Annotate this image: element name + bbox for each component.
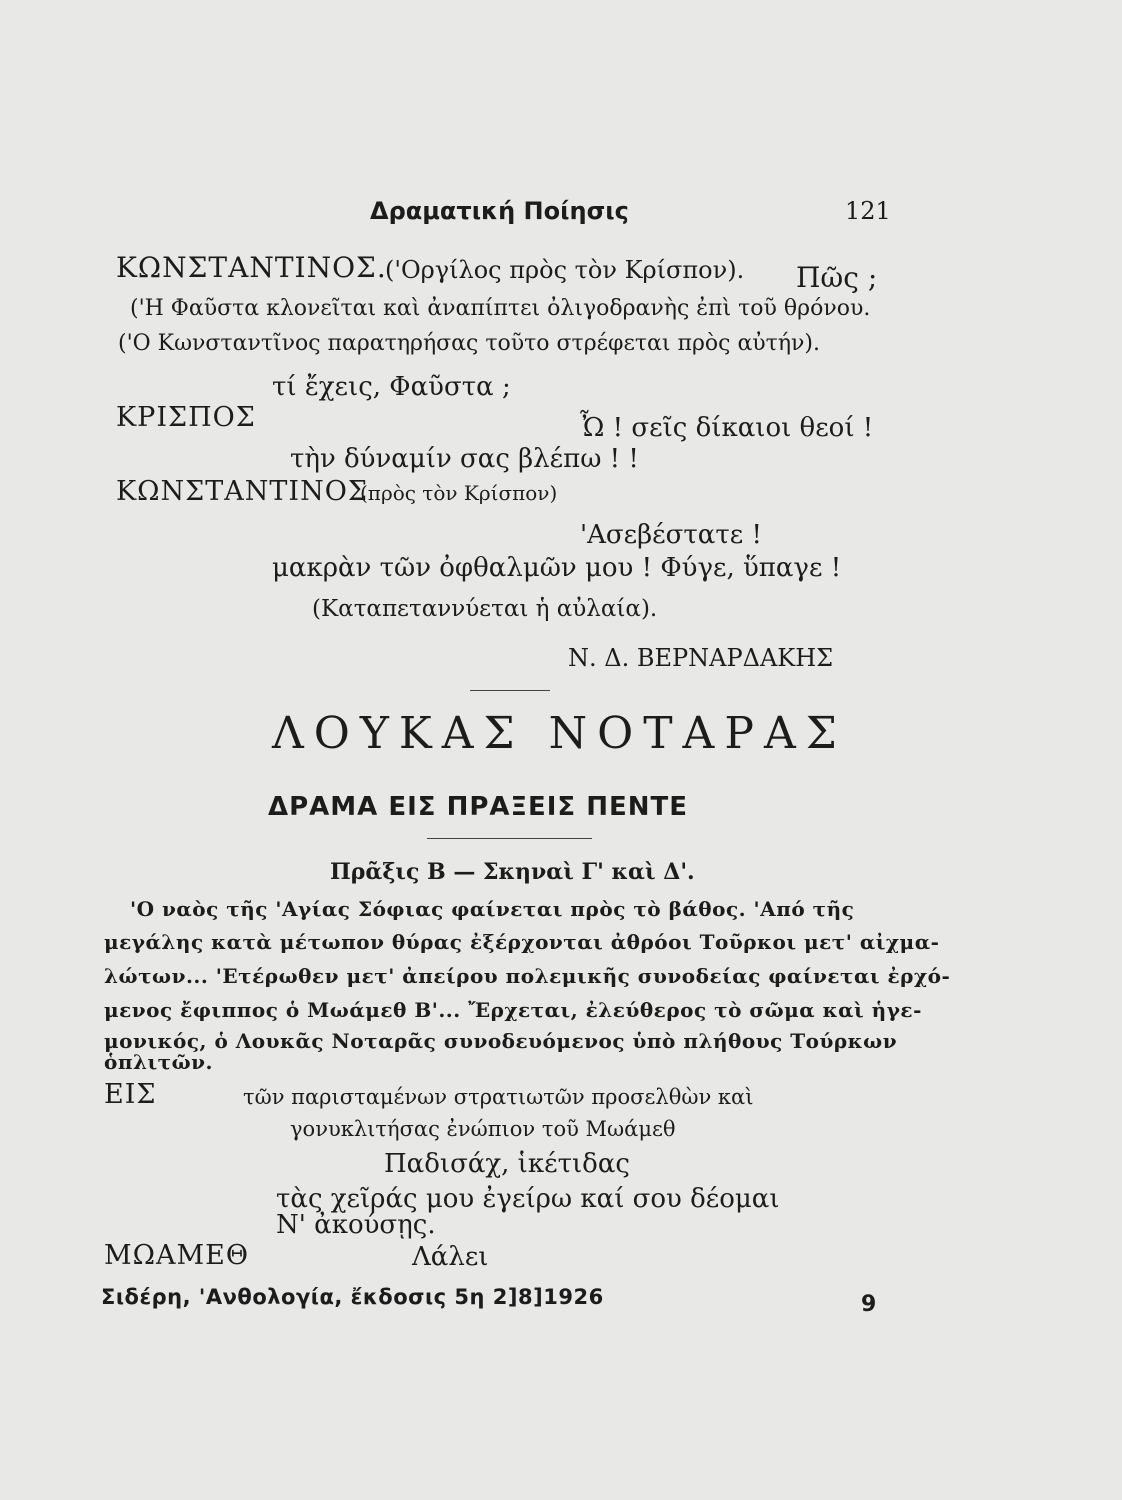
divider-rule-2 bbox=[427, 838, 592, 839]
signature-mark: 9 bbox=[861, 1292, 877, 1317]
author-bernardakis: Ν. Δ. ΒΕΡΝΑΡΔΑΚΗΣ bbox=[568, 644, 834, 672]
stage-direction-para-5: μονικός, ὁ Λουκᾶς Νοταρᾶς συνοδευόμενος ὑπὸ πλήθους Τούρκων bbox=[104, 1029, 898, 1053]
stage-direction-eis-2: γονυκλιτήσας ἐνώπιον τοῦ Μωάμεθ bbox=[290, 1117, 676, 1141]
stage-direction-para-3: λώτων... 'Ετέρωθεν μετ' ἀπείρου πολεμικῆς συνοδείας φαίνεται ἐρχό- bbox=[104, 964, 951, 988]
speech-n-akousis: Ν' ἀκούσῃς. bbox=[276, 1210, 436, 1240]
stage-direction-para-1: 'Ο ναὸς τῆς 'Αγίας Σόφιας φαίνεται πρὸς τὸ βάθος. 'Από τῆς bbox=[130, 897, 855, 921]
stage-direction-para-6: ὁπλιτῶν. bbox=[104, 1050, 214, 1074]
speaker-krispos: ΚΡΙΣΠΟΣ bbox=[116, 402, 256, 433]
stage-direction-para-4: μενος ἔφιππος ὁ Μωάμεθ Β'... Ἔρχεται, ἐλεύθερος τὸ σῶμα καὶ ἡγε- bbox=[104, 998, 922, 1022]
play-title: ΛΟΥΚΑΣ ΝΟΤΑΡΑΣ bbox=[272, 708, 847, 759]
stage-direction-1: ('Οργίλος πρὸς τὸν Κρίσπον). bbox=[385, 256, 745, 284]
speech-asevestate: 'Ασεβέστατε ! bbox=[580, 520, 762, 550]
speaker-eis: ΕΙΣ bbox=[104, 1079, 157, 1110]
divider-rule-1 bbox=[470, 690, 550, 691]
stage-direction-2: ('Η Φαῦστα κλονεῖται καὶ ἀναπίπτει ὀλιγοδρανὴς ἐπὶ τοῦ θρόνου. bbox=[130, 296, 871, 321]
footer-source: Σιδέρη, 'Ανθολογία, ἔκδοσις 5η 2]8]1926 bbox=[101, 1285, 604, 1309]
speaker-konstantinos-1: ΚΩΝΣΤΑΝΤΙΝΟΣ. bbox=[116, 251, 387, 284]
speech-o-seis: Ὦ ! σεῖς δίκαιοι θεοί ! bbox=[580, 413, 874, 443]
stage-direction-eis-1: τῶν παρισταμένων στρατιωτῶν προσελθὼν καὶ bbox=[243, 1085, 754, 1109]
stage-direction-para-2: μεγάλης κατὰ μέτωπον θύρας ἐξέρχονται ἀθρόοι Τοῦρκοι μετ' αἰχμα- bbox=[104, 930, 940, 954]
stage-direction-curtain: (Καταπεταννύεται ἡ αὐλαία). bbox=[312, 596, 658, 622]
speech-padisach: Παδισάχ, ἱκέτιδας bbox=[384, 1149, 630, 1179]
running-title: Δραματική Ποίησις bbox=[370, 197, 629, 225]
speaker-konstantinos-2: ΚΩΝΣΤΑΝΤΙΝΟΣ bbox=[116, 476, 368, 507]
speech-makran: μακρὰν τῶν ὀφθαλμῶν μου ! Φύγε, ὕπαγε ! bbox=[272, 553, 842, 583]
play-subtitle: ΔΡΑΜΑ ΕΙΣ ΠΡΑΞΕΙΣ ΠΕΝΤΕ bbox=[268, 792, 688, 822]
stage-direction-3: ('Ο Κωνσταντῖνος παρατηρήσας τοῦτο στρέφεται πρὸς αὐτήν). bbox=[118, 331, 820, 356]
stage-direction-7: (πρὸς τὸν Κρίσπον) bbox=[360, 481, 558, 505]
act-heading: Πρᾶξις Β — Σκηναὶ Γ' καὶ Δ'. bbox=[330, 859, 695, 885]
speaker-moameth: ΜΩΑΜΕΘ bbox=[104, 1240, 250, 1271]
speech-tin-dynamin: τὴν δύναμίν σας βλέπω ! ! bbox=[290, 444, 639, 474]
speech-ti-echeis: τί ἔχεις, Φαῦστα ; bbox=[272, 372, 511, 402]
page-number: 121 bbox=[845, 197, 891, 225]
speech-tas-cheiras: τὰς χεῖράς μου ἐγείρω καί σου δέομαι bbox=[276, 1184, 780, 1214]
speech-pos: Πῶς ; bbox=[796, 261, 878, 294]
speech-lalei: Λάλει bbox=[412, 1242, 489, 1272]
